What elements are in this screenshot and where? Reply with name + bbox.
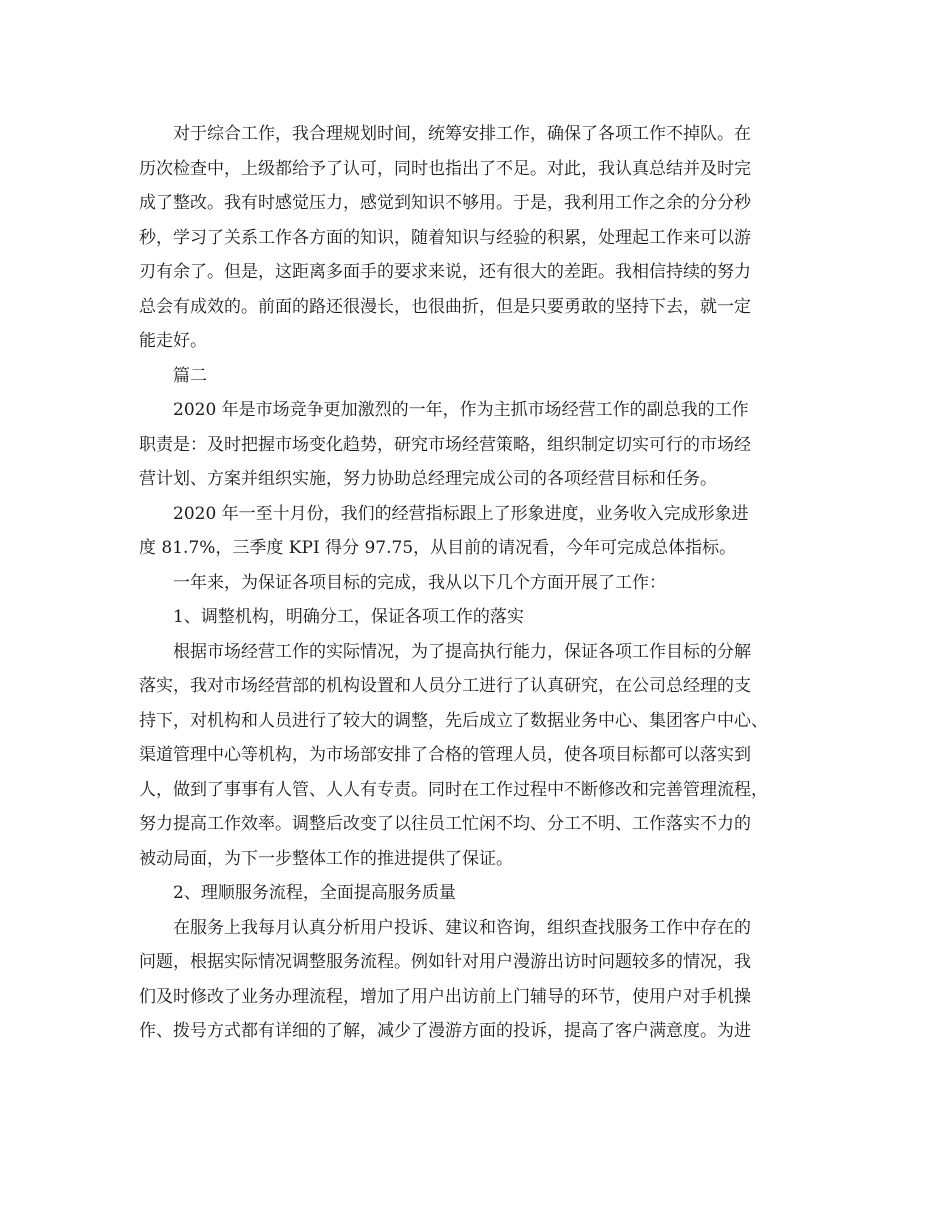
text-line: 能走好。: [139, 331, 207, 351]
text-line: 在服务上我每月认真分析用户投诉、建议和咨询，组织查找服务工作中存在的: [173, 917, 751, 938]
text-line: 努力提高工作效率。调整后改变了以往员工忙闲不均、分工不明、工作落实不力的: [139, 814, 751, 834]
document-body: [139, 117, 819, 1049]
text-line: 2020 年一至十月份，我们的经营指标跟上了形象进度，业务收入完成形象进: [173, 503, 749, 524]
text-line: 总会有成效的。前面的路还很漫长，也很曲折，但是只要勇敢的坚持下去，就一定: [139, 296, 751, 317]
text-line: 2、理顺服务流程，全面提高服务质量: [173, 883, 456, 903]
text-line: 一年来，为保证各项目标的完成，我从以下几个方面开展了工作：: [173, 572, 666, 593]
text-line: 秒，学习了关系工作各方面的知识，随着知识与经验的积累，处理起工作来可以游: [139, 227, 751, 248]
text-line: 1、调整机构，明确分工，保证各项工作的落实: [173, 607, 524, 627]
text-line: 历次检查中，上级都给予了认可，同时也指出了不足。对此，我认真总结并及时完: [139, 158, 751, 179]
text-line: 营计划、方案并组织实施，努力协助总经理完成公司的各项经营目标和任务。: [139, 469, 717, 489]
text-line: 对于综合工作，我合理规划时间，统筹安排工作，确保了各项工作不掉队。在: [173, 124, 751, 144]
text-line: 人，做到了事事有人管、人人有专责。同时在工作过程中不断修改和完善管理流程，: [139, 779, 768, 800]
text-line: 落实，我对市场经营部的机构设置和人员分工进行了认真研究，在公司总经理的支: [139, 676, 751, 696]
text-line: 们及时修改了业务办理流程，增加了用户出访前上门辅导的环节，使用户对手机操: [139, 986, 751, 1007]
text-line: 作、拨号方式都有详细的了解，减少了漫游方面的投诉，提高了客户满意度。为进: [139, 1021, 751, 1041]
text-line: 根据市场经营工作的实际情况，为了提高执行能力，保证各项工作目标的分解: [173, 641, 751, 662]
text-line: 刃有余了。但是，这距离多面手的要求来说，还有很大的差距。我相信持续的努力: [139, 262, 751, 282]
text-line: 度 81.7%，三季度 KPI 得分 97.75，从目前的请况看，今年可完成总体指标。: [139, 538, 737, 558]
text-line: 问题，根据实际情况调整服务流程。例如针对用户漫游出访时问题较多的情况，我: [139, 952, 751, 972]
text-line: 篇二: [173, 365, 207, 386]
text-line: 职责是：及时把握市场变化趋势，研究市场经营策略，组织制定切实可行的市场经: [139, 434, 751, 455]
text-line: 持下，对机构和人员进行了较大的调整，先后成立了数据业务中心、集团客户中心、: [139, 710, 768, 731]
text-line: 成了整改。我有时感觉压力，感觉到知识不够用。于是，我利用工作之余的分分秒: [139, 193, 751, 213]
text-line: 2020 年是市场竞争更加激烈的一年，作为主抓市场经营工作的副总我的工作: [173, 400, 749, 420]
text-line: 渠道管理中心等机构，为市场部安排了合格的管理人员，使各项目标都可以落实到: [139, 745, 751, 765]
text-line: 被动局面，为下一步整体工作的推进提供了保证。: [139, 848, 513, 869]
